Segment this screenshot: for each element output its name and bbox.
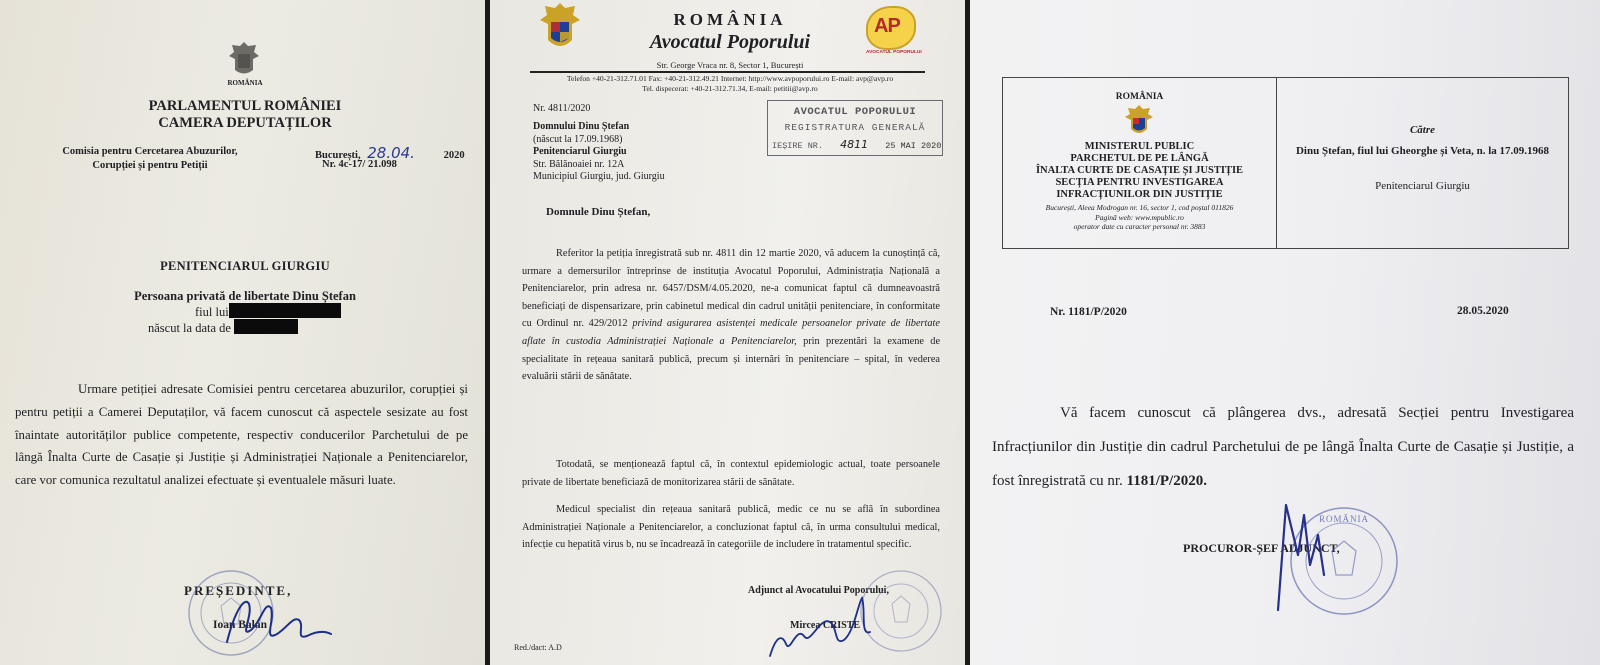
- recipient-street: Str. Bălănoaiei nr. 12A: [533, 158, 625, 170]
- crest-caption: ROMÂNIA: [227, 79, 263, 87]
- commission-line-1: Comisia pentru Cercetarea Abuzurilor,: [62, 146, 238, 157]
- stamp-line-2: REGISTRATURA GENERALĂ: [784, 122, 926, 133]
- typist-footer: Red./dact: A.D: [514, 643, 562, 652]
- reference-number: Nr. 4c-17/ 21.098: [322, 159, 397, 170]
- header-parliament: PARLAMENTUL ROMÂNIEI: [148, 98, 342, 114]
- registry-stamp: [767, 100, 943, 156]
- country-name: ROMÂNIA: [673, 10, 787, 29]
- son-of-label: fiul lui: [195, 305, 229, 319]
- institution-name: PENITENCIARUL GIURGIU: [160, 259, 330, 273]
- stamp-line-3: [772, 138, 940, 151]
- letter-chamber-of-deputies: [0, 0, 485, 665]
- paragraph-1: Referitor la petiția înregistrată sub nr. 4811 din 12 martie 2020, vă aducem la cunoștință că, urmare a demersurilor întreprinse de instituția Avocatul Poporului, Administrația Națională a Penitenciarelor, prin adresa nr. 6457/DSM/4.05.2020, ne-a comunicat faptul că dumneavoastră beneficiați de dispensarizare, prin cabinetul medical din cadrul unității penitenciare, în conformitate cu Ordinul nr. 429/2012 privind asigurarea asistenței medicale persoanelor private de libertate aflate în custodia Administrației Naționale a Penitenciarelor, prin prezentări la examene de specialitate în rețeaua sanitară publică, precum și internări în penitenciare – spital, în vederea evaluării stării de sănătate.: [522, 248, 941, 383]
- header-chamber: CAMERA DEPUTAȚILOR: [158, 115, 332, 131]
- stamp-number: 4811: [840, 138, 869, 151]
- signature-icon: [215, 590, 335, 650]
- salutation: Domnule Dinu Ștefan,: [546, 206, 651, 218]
- signer-name: Ioan Balan: [213, 619, 268, 631]
- paragraph-2: Totodată, se menționează faptul că, în contextul epidemiologic actual, toate persoanele private de libertate beneficiază de monitorizarea stării de sănătate.: [522, 459, 940, 488]
- letter-body: Urmare petiției adresate Comisiei pentru cercetarea abuzurilor, corupției și pentru petiții a Camerei Deputaților, vă facem cunoscut că aspectele sesizate au fost înaintate autorităților publice competente, respectiv conducerilor Parchetului de pe lângă Înalta Curte de Casație și Justiție și Administrației Naționale a Penitenciarelor, care vor comunica rezultatul analizei efectuate și eventualele măsuri luate.: [15, 382, 468, 488]
- to-label: Către: [1409, 124, 1436, 136]
- date-handwritten: 28.04.: [367, 144, 415, 162]
- stamp-exit-label: IEȘIRE NR.: [772, 141, 824, 151]
- registration-number: Nr. 1181/P/2020: [1050, 306, 1127, 318]
- signer-title: Adjunct al Avocatului Poporului,: [748, 585, 889, 596]
- institution-script-title: Avocatul Poporului: [649, 31, 811, 53]
- coat-of-arms-icon: [226, 40, 262, 78]
- coat-of-arms-icon: [538, 2, 582, 54]
- signer-title: PROCUROR-ȘEF ADJUNCT,: [1183, 541, 1340, 555]
- son-of-line: [195, 303, 341, 320]
- addressee: Persoana privată de libertate Dinu Ștefan: [134, 289, 356, 303]
- recipient-city: Municipiul Giurgiu, jud. Giurgiu: [533, 171, 665, 182]
- paragraph-3: Medicul specialist din rețeaua sanitară publică, medic ce nu se află în subordinea Administrației Naționale a Penitenciarelor, a concluzionat faptul că, în urma consultului medical, infecție cu hepatită virus b, nu se încadrează în categoriile de includere în tratamentul specific.: [522, 504, 940, 551]
- recipient-birth: (născut la 17.09.1968): [533, 133, 623, 145]
- to-place: Penitenciarul Giurgiu: [1375, 180, 1470, 192]
- recipient-name: Domnului Dinu Ștefan: [533, 121, 630, 132]
- recipient-institution: Penitenciarul Giurgiu: [533, 146, 627, 157]
- commission-line-2: Corupției și pentru Petiții: [92, 160, 208, 171]
- seal-caption: ROMÂNIA: [1318, 514, 1369, 524]
- sender-header: MINISTERUL PUBLIC PARCHETUL DE PE LÂNGĂ ÎNALTA CURTE DE CASAȚIE ȘI JUSTIȚIE SECȚIA PENTRU INVESTIGAREA INFRACȚIUNILOR DIN JUSTIȚIE: [1035, 141, 1244, 200]
- signature-icon: [760, 586, 900, 661]
- letter-body: Vă facem cunoscut că plângerea dvs., adresată Secției pentru Investigarea Infracțiunilor din Justiție din cadrul Parchetului de pe lângă Înalta Curte de Casație și Justiție, a fost înregistrată cu nr. 1181/P/2020.: [992, 405, 1574, 489]
- sender-address: București, Aleea Modrogan nr. 16, sector 1, cod poștal 011826 Pagină web: www.mpublic.ro operator date cu caracter personal nr. 3883: [1045, 203, 1234, 231]
- stamp-date: 25 MAI 2020: [885, 141, 942, 151]
- letter-date: 28.05.2020: [1457, 305, 1509, 317]
- signer-name: Mircea CRISTE: [790, 620, 861, 631]
- born-line: [148, 319, 298, 336]
- letter-prosecutors-office: [970, 0, 1600, 665]
- coat-of-arms-icon: [1124, 104, 1154, 138]
- contact-line-1: Telefon +40-21-312.71.01 Fax: +40-21-312.49.21 Internet: http://www.avpoporului.ro E-mail: avp@avp.ro: [566, 74, 894, 83]
- redaction-bar: [234, 319, 298, 334]
- address-line: Str. George Vraca nr. 8, Sector 1, București: [656, 60, 804, 70]
- signer-title: PREȘEDINTE,: [184, 583, 293, 598]
- signature-icon: [1258, 495, 1338, 615]
- born-label: născut la data de: [148, 321, 231, 335]
- letter-ombudsman: [490, 0, 965, 665]
- to-name: Dinu Ștefan, fiul lui Gheorghe și Veta, n. la 17.09.1968: [1295, 145, 1550, 157]
- logo-caption: AVOCATUL POPORULUI: [866, 50, 922, 55]
- contact-line-2: Tel. dispecerat: +40-21-312.71.34, E-mail: petitii@avp.ro: [642, 84, 818, 93]
- stamp-line-1: AVOCATUL POPORULUI: [793, 106, 917, 118]
- country-name: ROMÂNIA: [1115, 92, 1164, 102]
- recipient-block: [533, 121, 665, 184]
- date-city: București,: [315, 150, 361, 161]
- date-year: 2020: [443, 150, 465, 161]
- registration-number: Nr. 4811/2020: [533, 103, 591, 114]
- header-divider: [530, 71, 925, 73]
- redaction-bar: [229, 303, 341, 318]
- ombudsman-logo-icon: AP: [866, 6, 916, 50]
- recipient-box: [1276, 77, 1569, 249]
